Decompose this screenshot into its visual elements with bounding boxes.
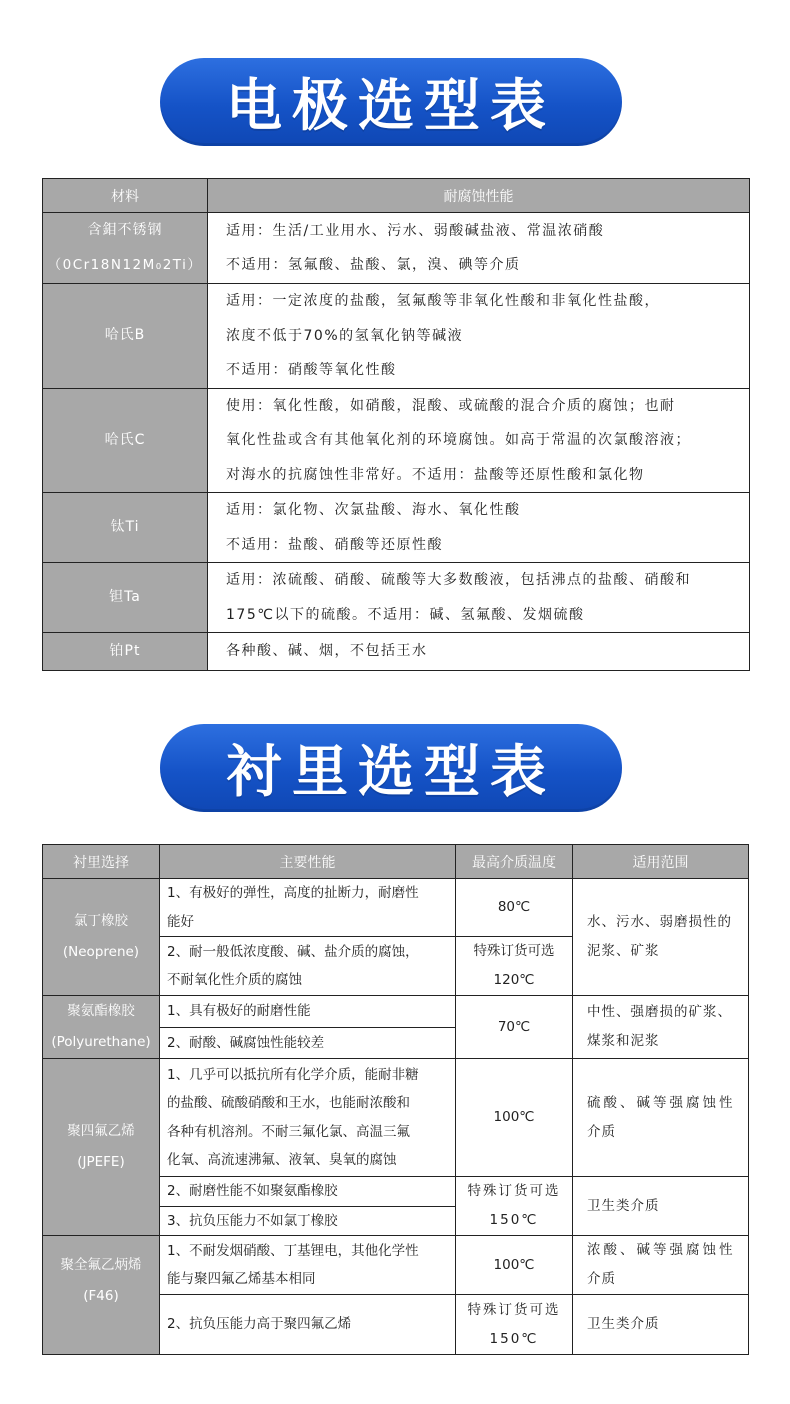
scope-line: 浓酸、碱等强腐蚀性 — [587, 1242, 736, 1258]
scope-cell — [573, 996, 749, 1059]
lining-english-name: (JPEFE) — [77, 1154, 125, 1170]
scope-line: 硫酸、碱等强腐蚀性 — [587, 1094, 736, 1111]
property-line: 适用：氯化物、次氯盐酸、海水、氧化性酸 — [226, 502, 521, 518]
performance-line: 能好 — [167, 913, 194, 930]
property-line: 浓度不低于70%的氢氧化钠等碱液 — [226, 327, 464, 344]
header-material: 材料 — [43, 179, 208, 213]
scope-cell — [573, 879, 749, 996]
temperature-line: 特殊订货可选 — [467, 1301, 561, 1318]
scope-line: 中性、强磨损的矿浆、 — [587, 1004, 732, 1020]
header-corrosion-resistance: 耐腐蚀性能 — [208, 179, 750, 213]
performance-line: 1、几乎可以抵抗所有化学介质，能耐非糖 — [167, 1066, 419, 1083]
performance-cell — [160, 879, 456, 937]
lining-name-cell — [43, 1059, 160, 1236]
lining-selection-title: 衬里选型表 — [226, 740, 556, 805]
header-lining: 衬里选择 — [43, 845, 160, 879]
material-cell — [43, 213, 208, 284]
material-cell: 钛Ti — [43, 493, 208, 563]
performance-line: 不耐氧化性介质的腐蚀 — [167, 972, 302, 988]
table-row — [43, 388, 750, 493]
lining-selection-table — [42, 844, 749, 1355]
performance-line: 1、有极好的弹性，高度的扯断力，耐磨性 — [167, 885, 419, 901]
lining-name-cell — [43, 879, 160, 996]
table-row — [43, 1059, 749, 1177]
temperature-line: 特殊订货可选 — [467, 1183, 561, 1199]
temperature-line: 150℃ — [489, 1212, 539, 1228]
property-cell — [208, 388, 750, 493]
property-cell — [208, 563, 750, 633]
table-row — [43, 213, 750, 284]
temperature-line: 特殊订货可选 — [473, 943, 555, 959]
table-row — [43, 1236, 749, 1295]
electrode-selection-title: 电极选型表 — [226, 74, 556, 139]
property-cell — [208, 493, 750, 563]
lining-name-cell — [43, 996, 160, 1059]
scope-cell — [573, 1059, 749, 1177]
header-max-temperature: 最高介质温度 — [456, 845, 573, 879]
table-row — [43, 284, 750, 389]
performance-cell: 1、具有极好的耐磨性能 — [160, 996, 456, 1028]
temperature-cell — [456, 1295, 573, 1355]
lining-name: 聚氨酯橡胶 — [67, 1003, 135, 1019]
property-line: 适用：浓硫酸、硝酸、硫酸等大多数酸液，包括沸点的盐酸、硝酸和 — [226, 572, 691, 588]
temperature-line: 150℃ — [489, 1330, 539, 1347]
lining-english-name: (Polyurethane) — [51, 1034, 151, 1050]
table-header-row — [43, 179, 750, 213]
material-cell: 哈氏B — [43, 284, 208, 389]
table-header-row — [43, 845, 749, 879]
scope-cell: 卫生类介质 — [573, 1295, 749, 1355]
lining-english-name: (Neoprene) — [62, 944, 140, 960]
electrode-selection-banner — [160, 58, 622, 146]
property-line: 不适用：盐酸、硝酸等还原性酸 — [226, 536, 443, 553]
material-cell: 哈氏C — [43, 388, 208, 493]
temperature-line: 120℃ — [493, 972, 535, 988]
property-line: 使用：氧化性酸，如硝酸，混酸、或硫酸的混合介质的腐蚀；也耐 — [226, 397, 676, 414]
scope-line: 水、污水、弱磨损性的 — [587, 914, 732, 930]
property-line: 175℃以下的硫酸。不适用：碱、氢氟酸、发烟硫酸 — [226, 606, 585, 623]
performance-cell — [160, 937, 456, 996]
scope-line: 介质 — [587, 1271, 616, 1287]
performance-line: 2、耐一般低浓度酸、碱、盐介质的腐蚀， — [167, 943, 419, 960]
table-row — [43, 633, 750, 671]
lining-name: 聚四氟乙烯 — [67, 1123, 135, 1139]
property-line: 氧化性盐或含有其他氧化剂的环境腐蚀。如高于常温的次氯酸溶液； — [226, 432, 691, 448]
table-row — [43, 879, 749, 937]
performance-line: 能与聚四氟乙烯基本相同 — [167, 1271, 316, 1287]
property-line: 不适用：硝酸等氧化性酸 — [226, 362, 397, 378]
temperature-cell: 80℃ — [456, 879, 573, 937]
lining-english-name: (F46) — [83, 1288, 119, 1304]
property-line: 适用：一定浓度的盐酸，氢氟酸等非氧化性酸和非氧化性盐酸， — [226, 293, 660, 309]
temperature-cell: 100℃ — [456, 1236, 573, 1295]
property-line: 不适用：氢氟酸、盐酸、氯，溴、碘等介质 — [226, 257, 521, 273]
material-cell: 钽Ta — [43, 563, 208, 633]
material-name: 含鉬不锈钢 — [87, 222, 163, 238]
material-code: （0Cr18N12M₀2Ti） — [47, 257, 203, 273]
performance-cell — [160, 1059, 456, 1177]
property-cell — [208, 213, 750, 284]
performance-cell: 2、耐酸、碱腐蚀性能较差 — [160, 1027, 456, 1059]
material-cell: 铂Pt — [43, 633, 208, 671]
performance-cell: 2、耐磨性能不如聚氨酯橡胶 — [160, 1177, 456, 1207]
performance-cell — [160, 1236, 456, 1295]
table-row — [43, 996, 749, 1028]
temperature-cell — [456, 1177, 573, 1236]
performance-cell: 2、抗负压能力高于聚四氟乙烯 — [160, 1295, 456, 1355]
property-cell — [208, 284, 750, 389]
performance-line: 的盐酸、硫酸硝酸和王水，也能耐浓酸和 — [167, 1095, 410, 1111]
header-main-performance: 主要性能 — [160, 845, 456, 879]
performance-line: 各种有机溶剂。不耐三氟化氯、高温三氟 — [167, 1123, 410, 1140]
performance-line: 化氧、高流速沸氟、液氧、臭氧的腐蚀 — [167, 1152, 397, 1168]
scope-line: 煤浆和泥浆 — [587, 1033, 660, 1049]
property-cell — [208, 633, 750, 671]
property-line: 对海水的抗腐蚀性非常好。不适用：盐酸等还原性酸和氯化物 — [226, 466, 645, 483]
spacer — [43, 1312, 159, 1340]
temperature-cell — [456, 937, 573, 996]
table-row — [43, 563, 750, 633]
table-row — [43, 493, 750, 563]
lining-selection-banner — [160, 724, 622, 812]
lining-name: 氯丁橡胶 — [74, 913, 128, 929]
scope-cell: 卫生类介质 — [573, 1177, 749, 1236]
performance-cell: 3、抗负压能力不如氯丁橡胶 — [160, 1206, 456, 1236]
electrode-selection-table — [42, 178, 750, 671]
scope-cell — [573, 1236, 749, 1295]
scope-line: 泥浆、矿浆 — [587, 943, 660, 959]
scope-line: 介质 — [587, 1123, 616, 1140]
lining-name: 聚全氟乙炳烯 — [60, 1257, 142, 1273]
property-line: 各种酸、碱、烟，不包括王水 — [226, 643, 428, 660]
temperature-cell: 70℃ — [456, 996, 573, 1059]
temperature-cell: 100℃ — [456, 1059, 573, 1177]
performance-line: 1、不耐发烟硝酸、丁基锂电，其他化学性 — [167, 1242, 419, 1259]
lining-name-cell — [43, 1236, 160, 1355]
property-line: 适用：生活/工业用水、污水、弱酸碱盐液、常温浓硝酸 — [226, 222, 605, 239]
header-application-scope: 适用范围 — [573, 845, 749, 879]
